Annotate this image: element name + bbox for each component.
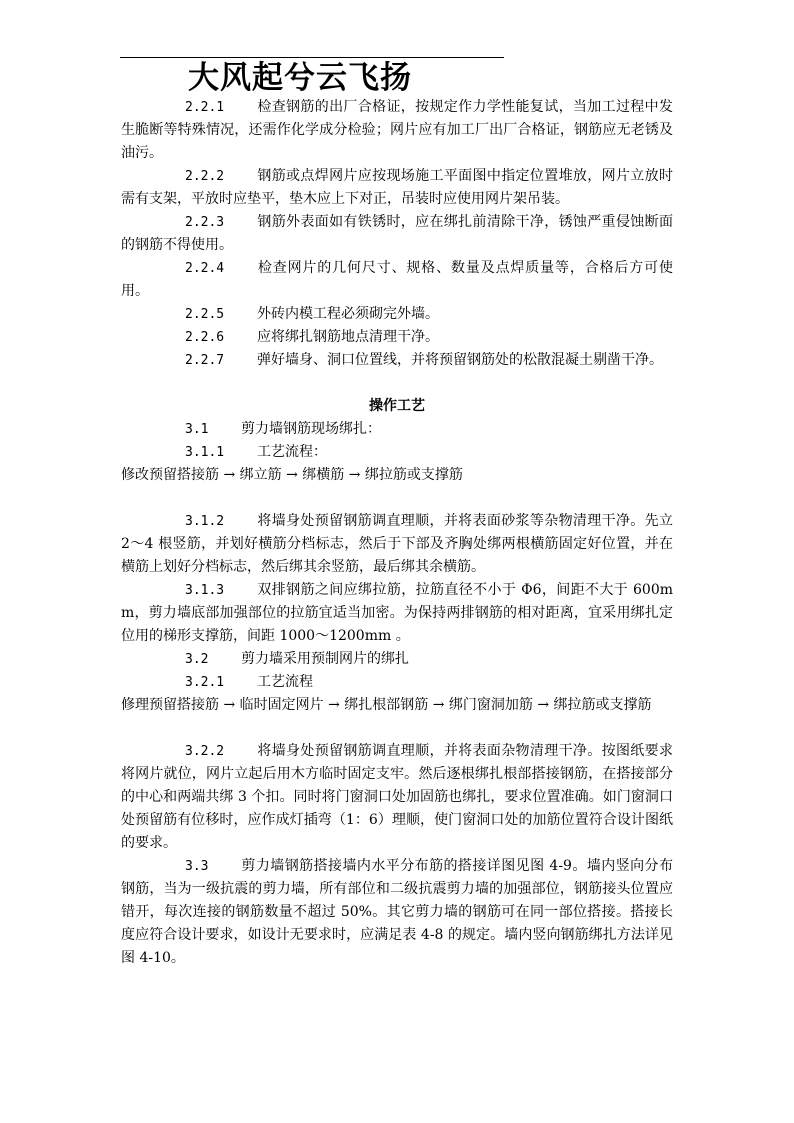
paragraph-text: 剪力墙钢筋现场绑扎： [241,421,381,437]
section-number: 3.3 [185,859,209,874]
section-number: 3.2.2 [185,744,225,759]
paragraph-2-2-7 [121,349,673,372]
paragraph-text: 钢筋或点焊网片应按现场施工平面图中指定位置堆放，网片立放时需有支架，平放时应垫平，垫木应上下对正，吊装时应使用网片架吊装。 [121,168,673,207]
paragraph-text: 外砖内模工程必须砌完外墙。 [257,306,439,322]
blank-line [121,487,673,510]
paragraph-3-1-3 [121,579,673,648]
section-number: 3.1 [185,422,209,437]
blank-line [121,717,673,740]
paragraph-2-2-2 [121,165,673,211]
paragraph-3-1 [121,418,673,441]
section-number: 3.1.2 [185,514,225,529]
paragraph-2-2-1 [121,96,673,165]
section-number: 2.2.1 [185,100,225,115]
section-number: 2.2.2 [185,169,225,184]
paragraph-text: 工艺流程 [257,674,313,690]
section-number: 2.2.3 [185,215,225,230]
section-number: 3.2.1 [185,675,225,690]
paragraph-2-2-4 [121,257,673,303]
section-number: 2.2.5 [185,307,225,322]
paragraph-text: 剪力墙采用预制网片的绑扎 [241,651,409,667]
paragraph-3-2 [121,648,673,671]
paragraph-text: 将墙身处预留钢筋调直理顺，并将表面杂物清理干净。按图纸要求将网片就位，网片立起后用木方临时固定支牢。然后逐根绑扎根部搭接钢筋，在搭接部分的中心和两端共绑 3 个扣。同时将门窗洞口处加固筋也绑扎，要求位置准确。如门窗洞口处预留筋有位移时，应作成灯插弯（1：6）理顺，使门窗洞口处的加筋位置符合设计图纸的要求。 [121,743,673,851]
paragraph-3-2-2 [121,740,673,855]
paragraph-3-1-1 [121,441,673,464]
page-header-title: 大风起兮云飞扬 [188,60,412,96]
paragraph-text: 双排钢筋之间应绑拉筋，拉筋直径不小于 Φ6，间距不大于 600mm，剪力墙底部加强部位的拉筋宜适当加密。为保持两排钢筋的相对距离，宜采用绑扎定位用的梯形支撑筋，间距 1000～1200mm 。 [121,582,673,644]
paragraph-text: 检查网片的几何尺寸、规格、数量及点焊质量等，合格后方可使用。 [121,260,673,299]
paragraph-text: 检查钢筋的出厂合格证，按规定作力学性能复试，当加工过程中发生脆断等特殊情况，还需作化学成分检验；网片应有加工厂出厂合格证，钢筋应无老锈及油污。 [121,99,673,161]
section-number: 2.2.6 [185,330,225,345]
paragraph-text: 将墙身处预留钢筋调直理顺，并将表面砂浆等杂物清理干净。先立 2～4 根竖筋，并划好横筋分档标志，然后于下部及齐胸处绑两根横筋固定好位置，并在横筋上划好分档标志，然后绑其余竖筋，最后绑其余横筋。 [121,513,673,575]
process-flow-2: 修理预留搭接筋 → 临时固定网片 → 绑扎根部钢筋 → 绑门窗洞加筋 → 绑拉筋或支撑筋 [121,697,652,713]
paragraph-2-2-5 [121,303,673,326]
paragraph-text: 钢筋外表面如有铁锈时，应在绑扎前清除干净，锈蚀严重侵蚀断面的钢筋不得使用。 [121,214,673,253]
process-flow-1: 修改预留搭接筋 → 绑立筋 → 绑横筋 → 绑拉筋或支撑筋 [121,467,463,483]
paragraph-2-2-3 [121,211,673,257]
paragraph-text: 弹好墙身、洞口位置线，并将预留钢筋处的松散混凝土剔凿干净。 [257,352,663,368]
paragraph-2-2-6 [121,326,673,349]
paragraph-text: 工艺流程： [257,444,327,460]
section-number: 3.2 [185,652,209,667]
paragraph-3-3 [121,855,673,970]
paragraph-3-2-1 [121,671,673,694]
section-number: 2.2.7 [185,353,225,368]
paragraph-text: 剪力墙钢筋搭接墙内水平分布筋的搭接详图见图 4-9。墙内竖向分布钢筋，当为一级抗震的剪力墙，所有部位和二级抗震剪力墙的加强部位，钢筋接头位置应错开，每次连接的钢筋数量不超过 50%。其它剪力墙的钢筋可在同一部位搭接。搭接长度应符合设计要求，如设计无要求时，应满足表 4-8 的规定。墙内竖向钢筋绑扎方法详见图 4-10。 [121,858,673,966]
section-number: 3.1.3 [185,583,225,598]
section-number: 2.2.4 [185,261,225,276]
section-number: 3.1.1 [185,445,225,460]
section-heading: 操作工艺 [369,398,425,414]
document-body [121,96,673,970]
paragraph-3-1-2 [121,510,673,579]
paragraph-text: 应将绑扎钢筋地点清理干净。 [257,329,439,345]
